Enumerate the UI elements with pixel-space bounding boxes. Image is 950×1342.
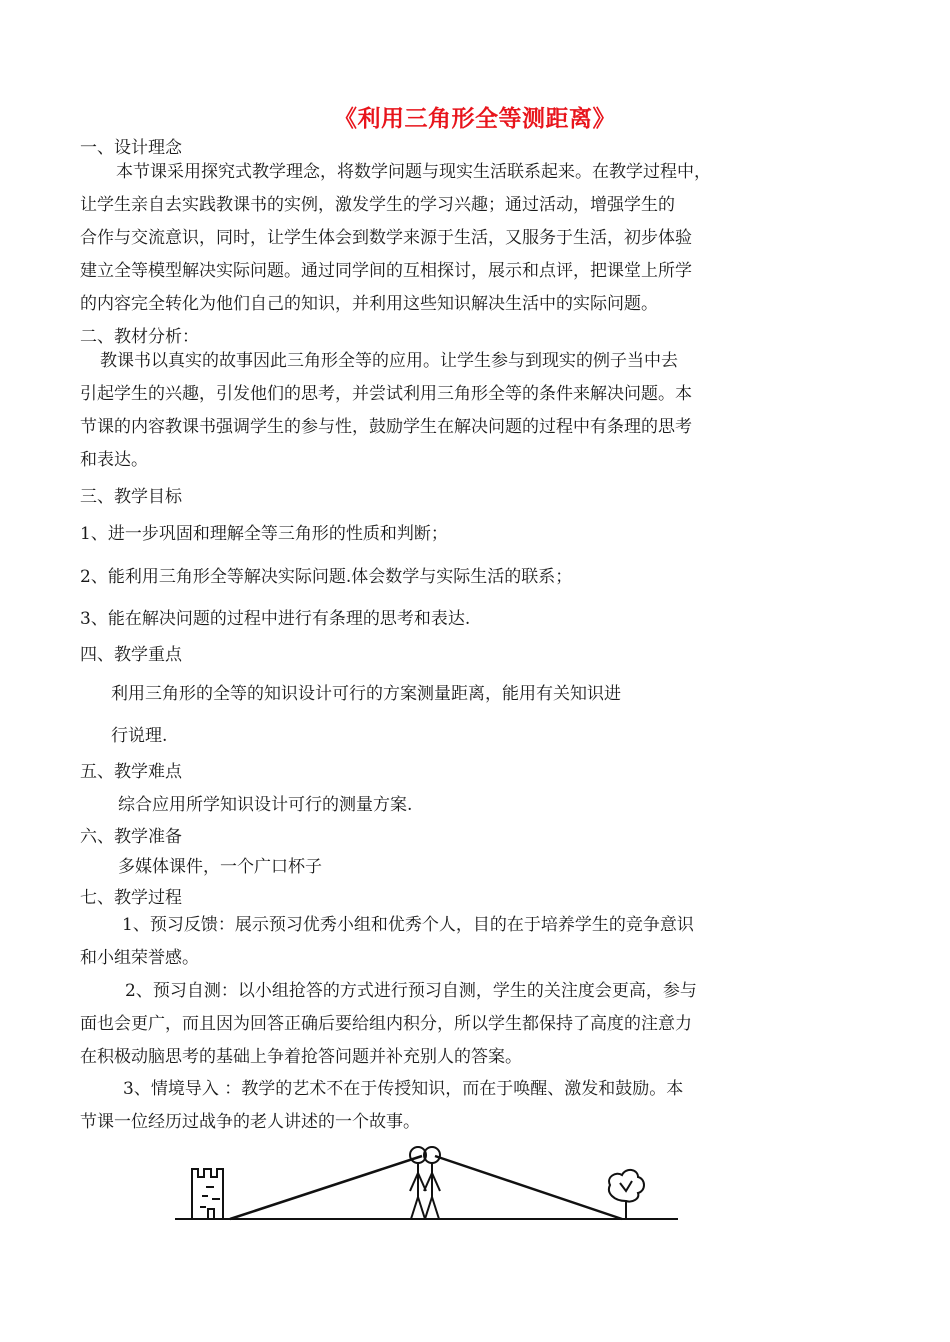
- heading-design-concept: 一、设计理念: [80, 138, 182, 158]
- preparation-text: 多媒体课件，一个广口杯子: [118, 857, 322, 877]
- key-points-line: 利用三角形的全等的知识设计可行的方案测量距离，能用有关知识进: [111, 684, 621, 704]
- goal-item: 1、进一步巩固和理解全等三角形的性质和判断；: [80, 524, 448, 544]
- paragraph-material-analysis: 教课书以真实的故事因此三角形全等的应用。让学生参与到现实的例子当中去 引起学生的兴趣，引发他们的思考，并尝试利用三角形全等的条件来解决问题。本 节课的内容教课书强调学生的参与性，鼓励学生在解决问题的过程中有条理的思考 和表达。: [80, 351, 692, 470]
- difficulties-text: 综合应用所学知识设计可行的测量方案.: [118, 795, 413, 815]
- story-illustration: [170, 1135, 690, 1230]
- key-points-line: 行说理.: [111, 726, 168, 746]
- sight-line-right: [435, 1156, 622, 1219]
- process-paragraph-1: 1、预习反馈：展示预习优秀小组和优秀个人，目的在于培养学生的竞争意识 和小组荣誉感。: [80, 915, 694, 968]
- heading-material-analysis: 二、教材分析：: [80, 327, 199, 347]
- heading-difficulties: 五、教学难点: [80, 762, 182, 782]
- goal-item: 2、能利用三角形全等解决实际问题.体会数学与实际生活的联系；: [80, 567, 573, 587]
- heading-key-points: 四、教学重点: [80, 645, 182, 665]
- heading-preparation: 六、教学准备: [80, 827, 182, 847]
- goal-item: 3、能在解决问题的过程中进行有条理的思考和表达.: [80, 609, 471, 629]
- process-paragraph-3: 3、情境导入 ：教学的艺术不在于传授知识，而在于唤醒、激发和鼓励。本 节课一位经历过战争的老人讲述的一个故事。: [80, 1079, 684, 1132]
- tree-icon: [609, 1170, 644, 1219]
- castle-icon: [192, 1169, 223, 1219]
- document-title: 《利用三角形全等测距离》: [334, 105, 616, 132]
- heading-teaching-goals: 三、教学目标: [80, 487, 182, 507]
- paragraph-design-concept: 本节课采用探究式教学理念，将数学问题与现实生活联系起来。在教学过程中， 让学生亲自去实践教课书的实例，激发学生的学习兴趣；通过活动，增强学生的 合作与交流意识，同时，让学生体会到数学来源于生活，又服务于生活，初步体验 建立全等模型解决实际问题。通过同学间的互相探讨，展示和点评，把课堂上所学 的内容完全转化为他们自己的知识，并利用这些知识解决生活中的实际问题。: [80, 162, 711, 314]
- heading-teaching-process: 七、教学过程: [80, 888, 182, 908]
- process-paragraph-2: 2、预习自测：以小组抢答的方式进行预习自测，学生的关注度会更高，参与 面也会更广，而且因为回答正确后要给组内积分，所以学生都保持了高度的注意力 在积极动脑思考的基础上争着抢答问题并补充别人的答案。: [80, 981, 697, 1067]
- sight-line-left: [230, 1156, 422, 1219]
